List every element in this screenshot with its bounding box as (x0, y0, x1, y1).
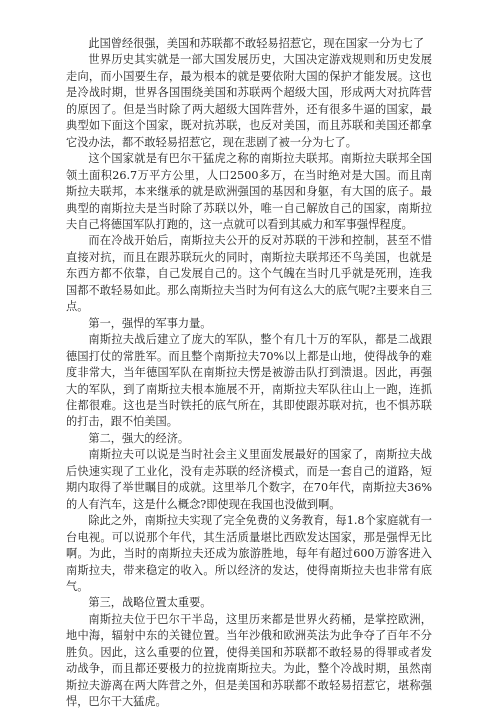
paragraph-cold-war: 而在冷战开始后，南斯拉夫公开的反对苏联的干涉和控制，甚至不惜直接对抗，而且在跟苏联玩火的同时，南斯拉夫联邦还不鸟美国，也就是东西方都不依靠，自己发展自己的。这个气魄在当时几乎就是死刑，连我国都不敢轻易如此。那么南斯拉夫当时为何有这么大的底气呢?主要来自三点。 (66, 234, 432, 314)
section-heading-economy: 第二，强大的经济。 (88, 431, 190, 445)
paragraph-strategy: 南斯拉夫位于巴尔干半岛，这里历来都是世界火药桶，是掌控欧洲，地中海，辐射中东的关键位置。当年沙俄和欧洲英法为此争夺了百年不分胜负。因此，这么重要的位置，使得美国和苏联都不敢轻易的得罪或者发动战争，而且都还要极力的拉拢南斯拉夫。为此，整个冷战时期，虽然南斯拉夫游离在两大阵营之外，但是美国和苏联都不敢轻易招惹它，堪称强悍，巴尔干大猛虎。 (66, 612, 432, 709)
article-title: 此国曾经很强，美国和苏联都不敢轻易招惹它，现在国家一分为七了 (88, 37, 425, 50)
paragraph-military: 南斯拉夫战后建立了庞大的军队，整个有几十万的军队，都是二战跟德国打仗的常胜军。而且整个南斯拉夫70%以上都是山地，使得战争的难度非常大，当年德国军队在南斯拉夫愣是被游击队打到溃退。因此，再强大的军队，到了南斯拉夫根本施展不开，南斯拉夫军队往山上一跑，连抓住都很难。这也是当时铁托的底气所在，其即使跟苏联对抗，也不惧苏联的打击，跟不怕美国。 (66, 333, 432, 429)
paragraph-economy: 南斯拉夫可以说是当时社会主义里面发展最好的国家了，南斯拉夫战后快速实现了工业化，没有走苏联的经济模式，而是一套自己的道路，短期内取得了举世瞩目的成就。这里举几个数字，在70年代，南斯拉夫36%的人有汽车，这是什么概念?即使现在我国也没做到啊。 (66, 448, 432, 511)
section-heading-strategy: 第三，战略位置太重要。 (88, 596, 212, 610)
paragraph-yugoslavia: 这个国家就是有巴尔干猛虎之称的南斯拉夫联邦。南斯拉夫联邦全国领土面积26.7万平方公里，人口2500多万，在当时绝对是大国。而且南斯拉夫联邦，本来继承的就是欧洲强国的基因和身躯，有大国的底子。最典型的南斯拉夫是当时除了苏联以外，唯一自己解放自己的国家，南斯拉夫自己将德国军队打跑的，这一点就可以看到其威力和军事强悍程度。 (66, 152, 432, 231)
paragraph-intro: 世界历史其实就是一部大国发展历史，大国决定游戏规则和历史发展走向，而小国要生存，最为根本的就是要依附大国的保护才能发展。这也是冷战时期，世界各国围绕美国和苏联两个超级大国，形成两大对抗阵营的原因了。但是当时除了两大超级大国阵营外，还有很多牛逼的国家，最典型如下面这个国家，既对抗苏联，也反对美国，而且苏联和美国还都拿它没办法，都不敢轻易招惹它，现在悲剧了被一分为七了。 (66, 53, 432, 149)
section-heading-military: 第一，强悍的军事力量。 (88, 316, 212, 330)
paragraph-education: 除此之外，南斯拉夫实现了完全免费的义务教育，每1.8个家庭就有一台电视。可以说那个年代，其生活质量堪比西欧发达国家，那是强悍无比啊。为此，当时的南斯拉夫还成为旅游胜地，每年有超过600万游客进入南斯拉夫，带来稳定的收入。所以经济的发达，使得南斯拉夫也非常有底气。 (66, 514, 432, 593)
